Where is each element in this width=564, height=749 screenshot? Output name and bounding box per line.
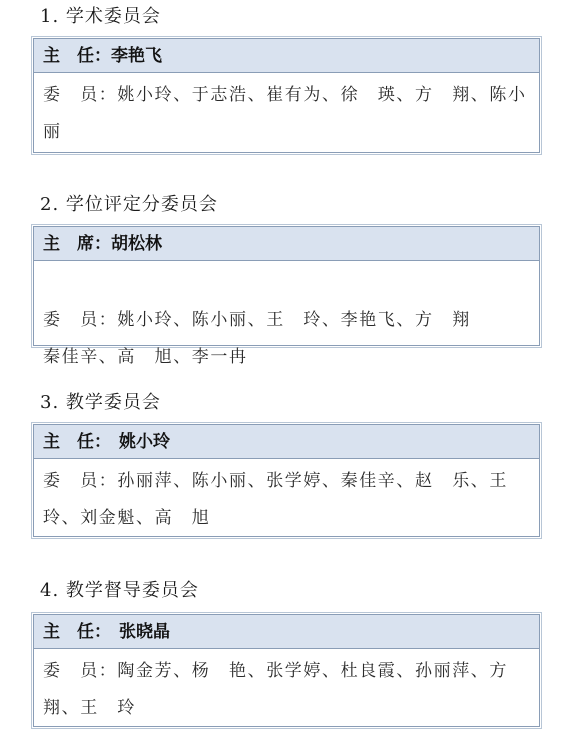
- section-title: 4. 教学督导委员会: [40, 580, 199, 601]
- members-row: [34, 459, 539, 543]
- members-row: [34, 649, 539, 733]
- chair-row: [34, 227, 539, 261]
- members-row: [34, 261, 539, 382]
- committee-table: [33, 226, 540, 367]
- chair-name: 胡松林: [111, 234, 162, 254]
- members-label: 委 员：: [43, 85, 118, 105]
- committee-table: [33, 614, 540, 727]
- committee-table: [33, 38, 540, 153]
- section-title: 1. 学术委员会: [40, 6, 161, 27]
- chair-row: [34, 425, 539, 459]
- chair-name: 姚小玲: [119, 432, 170, 452]
- members-label: 委 员：: [43, 661, 118, 681]
- members-list: 姚小玲、于志浩、崔有为、徐 瑛、方 翔、陈小丽: [43, 85, 527, 142]
- chair-row: [34, 615, 539, 649]
- chair-label: 主 任：: [43, 46, 111, 66]
- section-title: 2. 学位评定分委员会: [40, 194, 218, 215]
- members-label: 委 员：: [43, 310, 118, 330]
- members-list: 陶金芳、杨 艳、张学婷、杜良霞、孙丽萍、方 翔、王 玲: [43, 661, 527, 718]
- members-list: 孙丽萍、陈小丽、张学婷、秦佳辛、赵 乐、王 玲、刘金魁、高 旭: [43, 471, 527, 528]
- chair-label: 主 任：: [43, 622, 111, 642]
- committee-table: [33, 424, 540, 537]
- chair-row: [34, 39, 539, 73]
- chair-label: 主 席：: [43, 234, 111, 254]
- chair-name: 李艳飞: [111, 46, 162, 66]
- section-title: 3. 教学委员会: [40, 392, 161, 413]
- members-row: [34, 73, 539, 157]
- members-label: 委 员：: [43, 471, 118, 491]
- chair-name: 张晓晶: [119, 622, 170, 642]
- chair-label: 主 任：: [43, 432, 111, 452]
- members-list: 姚小玲、陈小丽、王 玲、李艳飞、方 翔 秦佳辛、高 旭、李一冉: [43, 310, 471, 367]
